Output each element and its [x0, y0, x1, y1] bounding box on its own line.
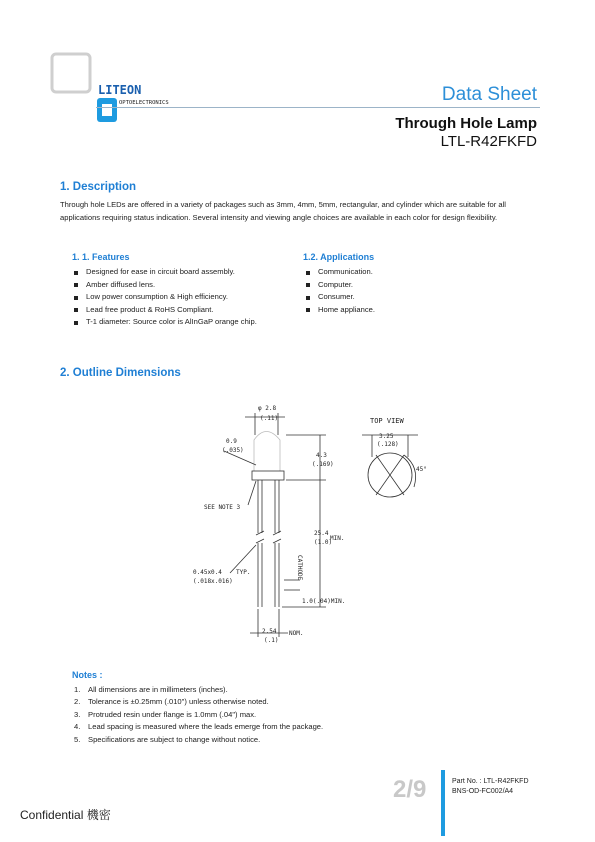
application-item: Computer. [304, 279, 375, 292]
feature-item: Designed for ease in circuit board assembly. [72, 266, 257, 279]
note-item: 3. Protruded resin under flange is 1.0mm (.04") max. [74, 709, 257, 719]
see-note-label: SEE NOTE 3 [204, 504, 241, 511]
dim-lead-length-inch: (1.0) [314, 539, 333, 546]
product-title: Through Hole Lamp [395, 115, 537, 132]
feature-item: Amber diffused lens. [72, 279, 257, 292]
dim-top-dia: 3.25 [379, 433, 394, 440]
brand-sub-text: OPTOELECTRONICS [119, 100, 169, 106]
outline-drawing [190, 395, 440, 645]
application-item: Communication. [304, 266, 375, 279]
footer-accent-bar [441, 770, 445, 836]
dim-lens-height-inch: (.035) [222, 447, 244, 454]
dim-lead-size-inch: (.018x.016) [193, 578, 233, 585]
notes-list [74, 684, 323, 746]
features-list [72, 266, 257, 329]
description-heading: 1. Description [60, 181, 137, 193]
note-item: 4. Lead spacing is measured where the leads emerge from the package. [74, 722, 324, 732]
confidential-label: Confidential 機密 [20, 808, 111, 822]
page-number: 2/9 [393, 776, 427, 803]
feature-item: Lead free product & RoHS Compliant. [72, 304, 257, 317]
footer-doc-no: BNS-OD-FC002/A4 [452, 788, 514, 795]
feature-item: Low power consumption & High efficiency. [72, 291, 257, 304]
dim-top-dia-inch: (.128) [377, 441, 399, 448]
note-item: 5. Specifications are subject to change without notice. [74, 734, 261, 744]
features-heading: 1. 1. Features [72, 252, 130, 262]
dim-body-height: 4.3 [316, 452, 327, 459]
note-item: 1. All dimensions are in millimeters (inches). [74, 685, 228, 694]
nom-label: NOM. [289, 630, 304, 637]
applications-list [304, 266, 375, 316]
application-item: Home appliance. [304, 304, 375, 317]
header-divider [96, 107, 540, 108]
dim-dia-top: φ 2.8 [258, 405, 277, 412]
feature-item: T-1 diameter: Source color is AlInGaP orange chip. [72, 316, 257, 329]
angle-label: 45° [416, 466, 427, 473]
brand-text: LITEON [98, 83, 142, 97]
note-item: 2. Tolerance is ±0.25mm (.010") unless otherwise noted. [74, 697, 269, 707]
dim-spacing-inch: (.1) [264, 637, 279, 644]
footer-part-info [452, 777, 529, 797]
min-label: MIN. [330, 535, 345, 542]
dim-lens-height: 0.9 [226, 438, 237, 445]
typ-label: TYP. [236, 569, 251, 576]
doc-type-title: Data Sheet [441, 84, 537, 105]
outline-heading: 2. Outline Dimensions [60, 367, 181, 379]
dim-body-height-inch: (.169) [312, 461, 334, 468]
description-text: Through hole LEDs are offered in a variety of packages such as 3mm, 4mm, 5mm, rectangular, and cylinder which are suitable for all applications requiring status indication. Several intensity and viewing angle choices are available in each color for design flexibility. [60, 200, 506, 222]
dim-lead-length: 25.4 [314, 530, 329, 537]
dim-flange-min: 1.0(.04)MIN. [302, 598, 346, 605]
top-view-label: TOP VIEW [370, 417, 404, 425]
dim-lead-size: 0.45x0.4 [193, 569, 222, 576]
application-item: Consumer. [304, 291, 375, 304]
applications-heading: 1.2. Applications [303, 252, 375, 262]
part-number-title: LTL-R42FKFD [440, 133, 537, 150]
cathode-label: CATHODE [296, 555, 303, 581]
notes-heading: Notes : [72, 670, 103, 680]
liteon-logo [48, 52, 188, 128]
dim-dia-top-inch: (.11) [260, 415, 279, 422]
dim-spacing: 2.54 [262, 628, 277, 635]
footer-part-no: Part No. : LTL-R42FKFD [452, 778, 529, 785]
